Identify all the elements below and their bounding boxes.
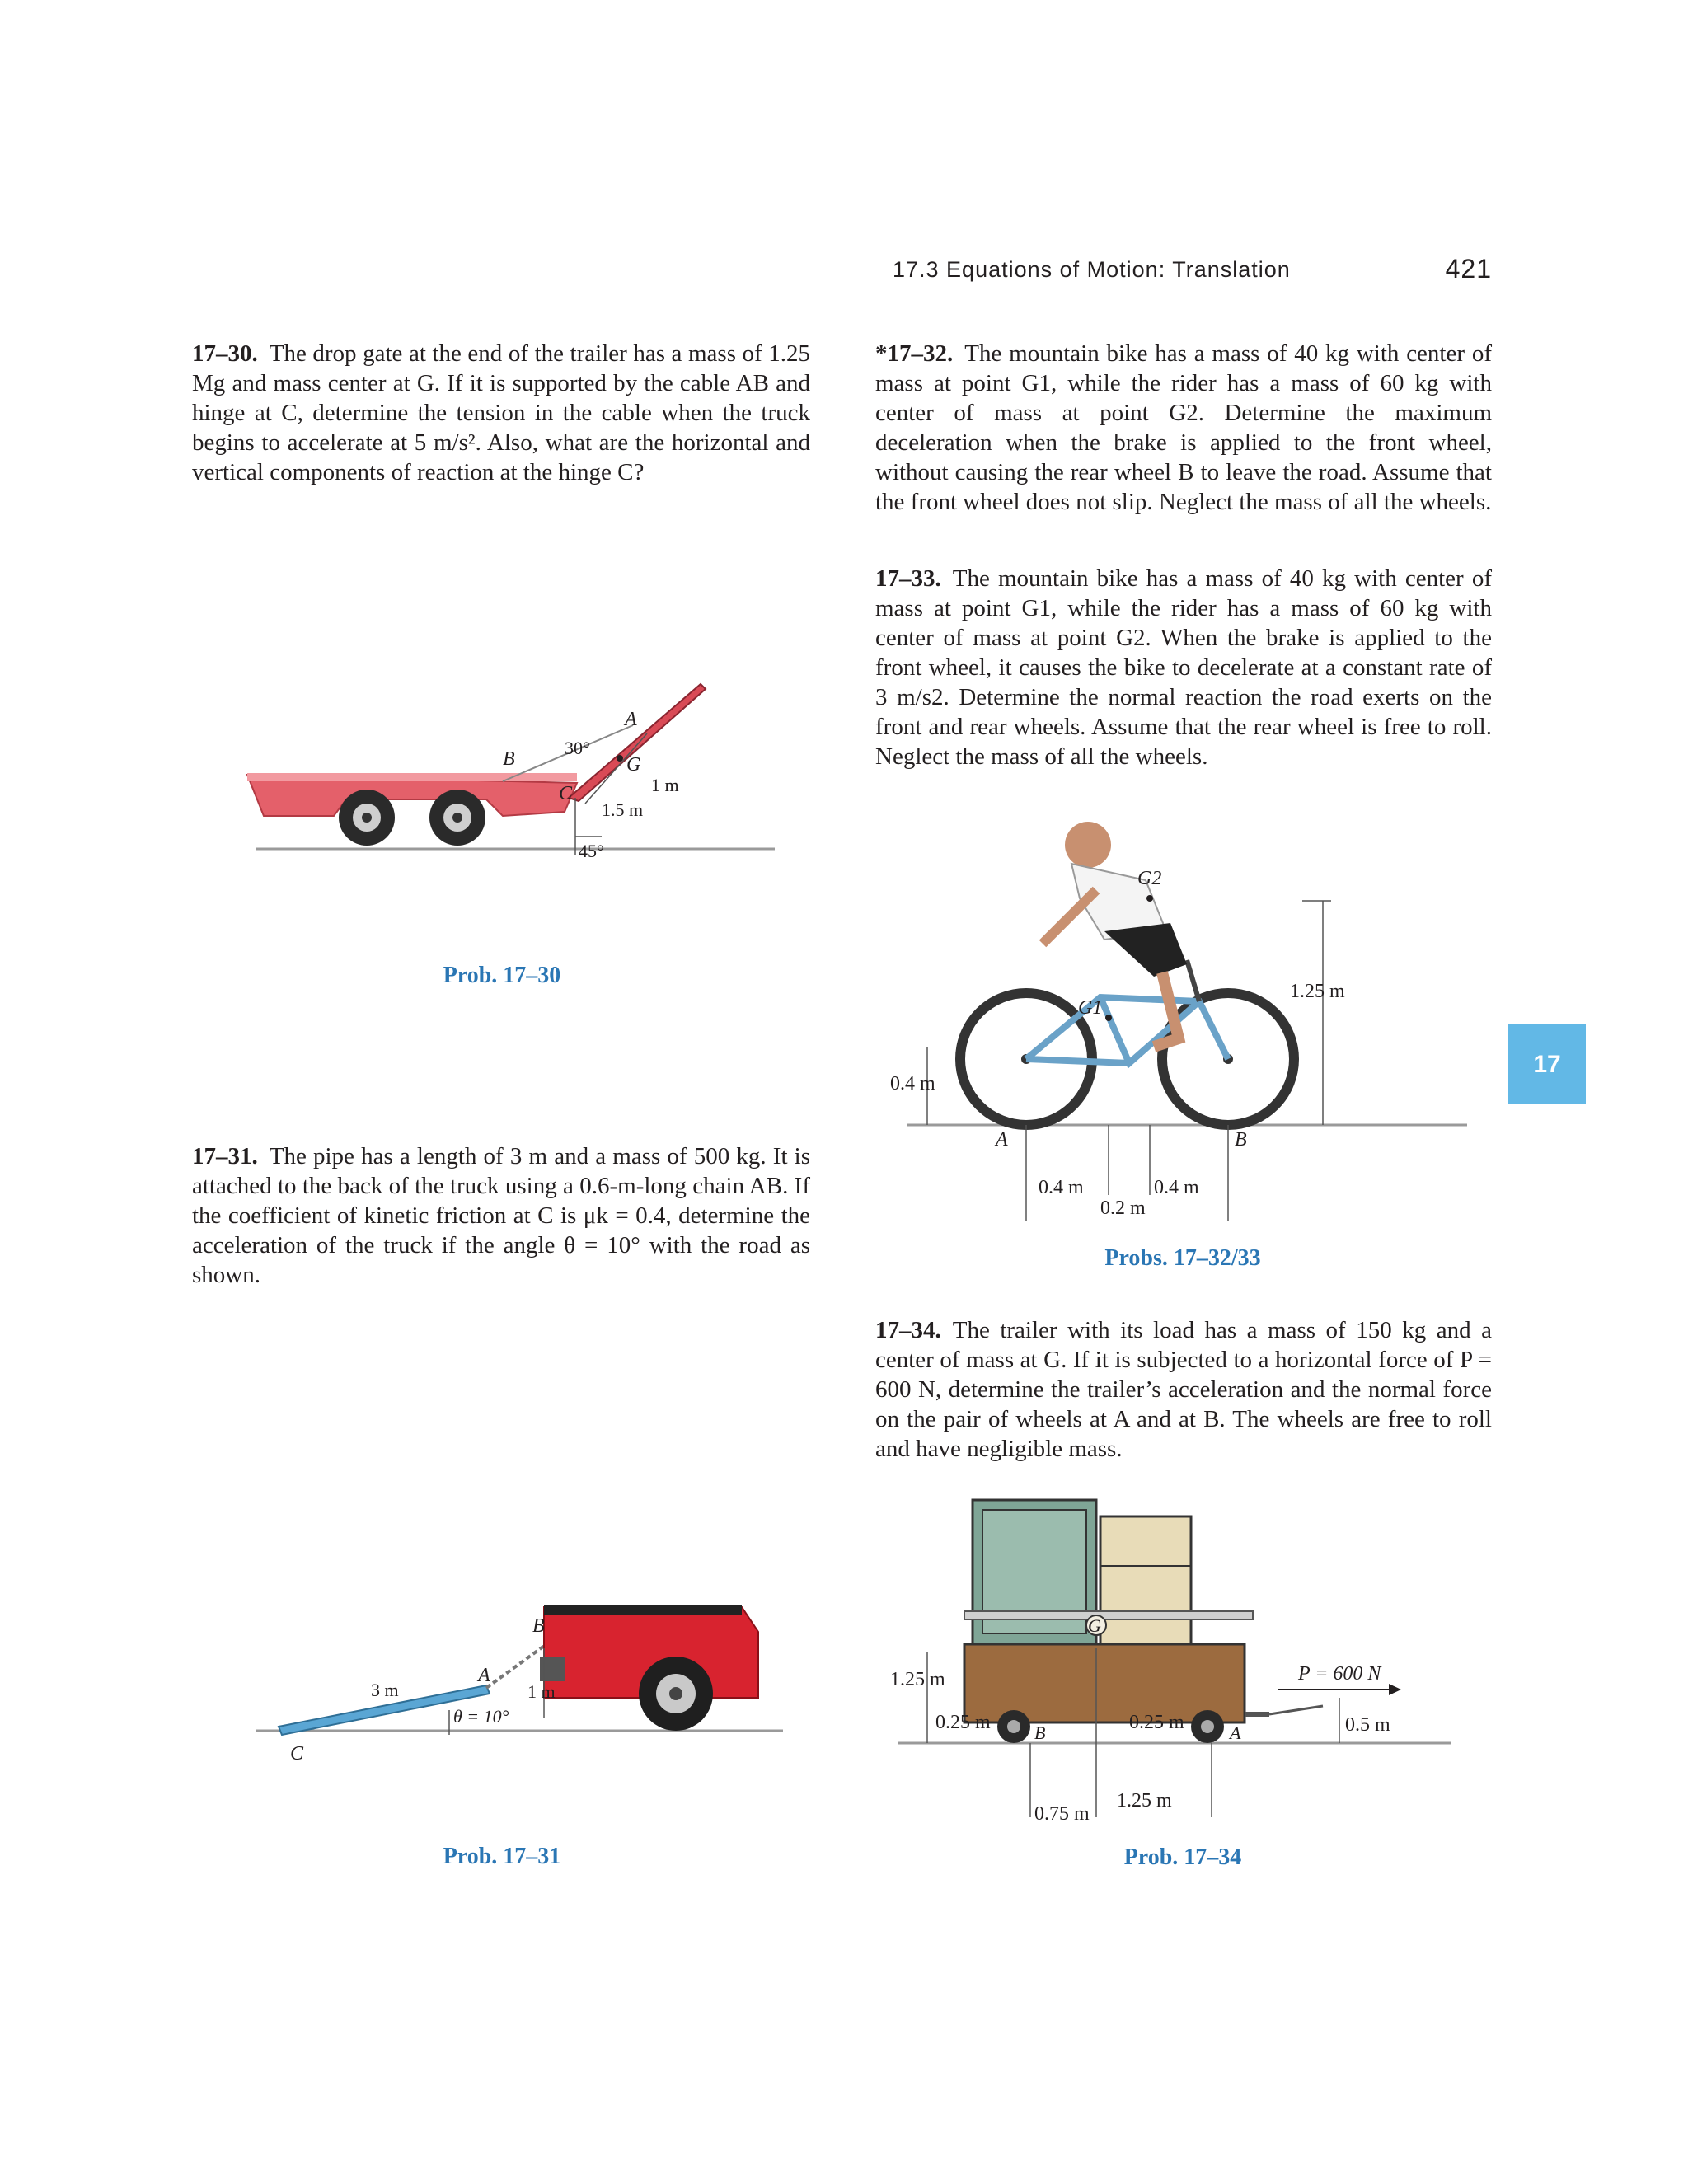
label-length-3m: 3 m [371,1680,399,1700]
problem-17-32 [875,339,1492,517]
label-dist-0-2m: 0.2 m [1100,1197,1146,1219]
caption-17-34: Prob. 17–34 [1123,1844,1242,1870]
figure-17-30 [239,676,783,882]
problem-number: 17–31. [192,1143,258,1169]
caption-17-32-33: Probs. 17–32/33 [1104,1245,1261,1271]
problem-text: The drop gate at the end of the trailer has a mass of 1.25 Mg and mass center at G. If it is supported by the cable AB and hinge at C, determine the tension in the cable when the truck begins to accelerate at 5 m/s². Also, what are the horizontal and vertical components of reaction at the hinge C? [192,340,810,485]
chapter-tab[interactable]: 17 [1508,1024,1586,1104]
label-height-1-25m: 1.25 m [890,1669,945,1690]
label-B: B [503,748,515,770]
label-A: A [478,1665,490,1686]
label-G: G [1088,1615,1101,1636]
label-length-1m: 1 m [528,1681,556,1702]
label-length-1-5m: 1.5 m [602,799,644,820]
label-G2: G2 [1137,868,1162,889]
problem-text: The trailer with its load has a mass of 150 kg and a center of mass at G. If it is subjected to a horizontal force of P = 600 N, determine the trailer’s acceleration and the normal force on the pair of wheels at A and at B. The wheels are free to roll and have negligible mass. [875,1317,1492,1462]
figure-17-32-33 [890,799,1475,1228]
problem-number: 17–30. [192,340,258,367]
problem-text: The mountain bike has a mass of 40 kg with center of mass at point G1, while the rider has a mass of 60 kg with center of mass at point G2. Determine the maximum deceleration when the brake is applied to the front wheel, without causing the rear wheel B to leave the road. Assume that the front wheel does not slip. Neglect the mass of all the wheels. [875,340,1492,515]
label-height-1-25m: 1.25 m [1290,981,1345,1002]
label-dist-1-25m: 1.25 m [1117,1790,1172,1811]
problem-number: 17–33. [875,565,941,592]
label-A: A [996,1129,1008,1151]
label-B: B [1235,1129,1247,1151]
label-G: G [626,754,641,776]
caption-17-30: Prob. 17–30 [443,963,561,988]
label-C: C [559,783,573,804]
label-angle-45: 45° [579,841,604,861]
problem-star: * [875,340,888,367]
label-G1: G1 [1078,997,1103,1019]
label-length-1m: 1 m [651,775,679,795]
figure-17-31 [247,1574,791,1772]
label-dist-0-4m-a: 0.4 m [1039,1177,1084,1198]
problem-17-34 [875,1315,1492,1464]
problem-17-30 [192,339,810,487]
label-angle-30: 30° [565,738,590,758]
running-header [893,254,1492,293]
label-A: A [1230,1722,1241,1743]
label-dist-0-4m-b: 0.4 m [1154,1177,1199,1198]
label-dist-0-25m-a: 0.25 m [935,1712,991,1733]
label-dist-0-25m-b: 0.25 m [1129,1712,1184,1733]
problem-17-31 [192,1141,810,1290]
page-number: 421 [1445,254,1492,284]
figure-17-34 [882,1492,1484,1838]
label-height-0-5m: 0.5 m [1345,1714,1390,1736]
label-A: A [625,709,637,730]
label-B: B [532,1615,545,1637]
label-dist-0-75m: 0.75 m [1034,1803,1090,1825]
problem-number: 17–34. [875,1317,941,1343]
problem-text: The mountain bike has a mass of 40 kg with center of mass at point G1, while the rider has a mass of 60 kg with center of mass at point G2. When the brake is applied to the front wheel, it causes the bike to decelerate at a constant rate of 3 m/s2. Determine the normal reaction the road exerts on the front and rear wheels. Assume that the rear wheel is free to roll. Neglect the mass of all the wheels. [875,565,1492,770]
label-B: B [1034,1722,1046,1743]
caption-17-31: Prob. 17–31 [443,1844,561,1869]
problem-text: The pipe has a length of 3 m and a mass of 500 kg. It is attached to the back of the truck using a 0.6-m-long chain AB. If the coefficient of kinetic friction at C is μk = 0.4, determine the acceleration of the truck if the angle θ = 10° with the road as shown. [192,1143,810,1288]
label-C: C [290,1743,304,1765]
problem-number: 17–32. [887,340,954,367]
section-title: 17.3 Equations of Motion: Translation [893,257,1291,282]
label-force-P: P = 600 N [1298,1663,1381,1685]
label-height-0-4m: 0.4 m [890,1073,935,1094]
problem-17-33 [875,564,1492,771]
label-theta: θ = 10° [453,1706,509,1727]
